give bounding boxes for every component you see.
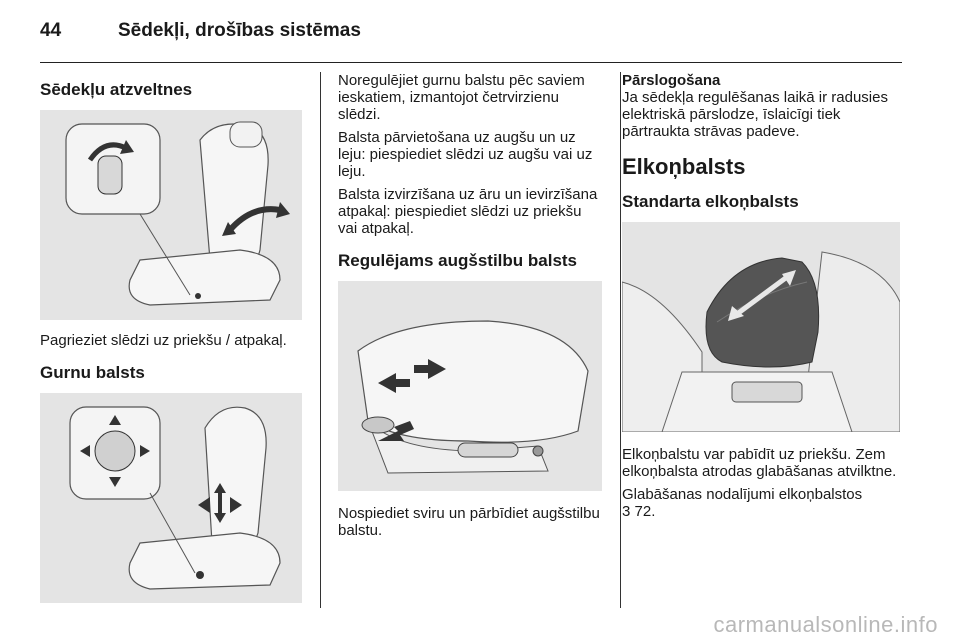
page-reference: 3 72. [622, 503, 656, 520]
column-1 [40, 72, 302, 603]
overload-text: Ja sēdekļa regulēšanas laikā ir radusies elektriskā pārslodze, īslaicīgi tiek pārtraukta strāvas padeve. [622, 89, 888, 140]
subheading-standard-armrest: Standarta elkoņbalsts [622, 192, 799, 211]
section-heading-armrest: Elkoņbalsts [622, 154, 746, 179]
caption-backrest: Pagrieziet slēdzi uz priekšu / atpakaļ. [40, 332, 287, 349]
overload-title: Pārslogošana [622, 72, 721, 89]
section-heading-thigh-support: Regulējams augšstilbu balsts [338, 251, 578, 270]
section-heading-lumbar-support: Gurnu balsts [40, 363, 145, 382]
seat-backrest-illustration [40, 110, 302, 320]
page-header [40, 20, 920, 50]
page-number: 44 [40, 20, 62, 41]
column-divider-1 [320, 72, 321, 608]
paragraph-armrest-slide: Elkoņbalstu var pabīdīt uz priekšu. Zem elkoņbalsta atrodas glabāšanas atvilktne. [622, 446, 897, 480]
header-divider [40, 62, 902, 63]
watermark: carmanualsonline.info [713, 612, 938, 637]
paragraph-lumbar-in-out: Balsta izvirzīšana uz āru un ievirzīšana atpakaļ: piespiediet slēdzi uz priekšu vai atpakaļ. [338, 186, 598, 237]
section-heading-seat-backrests: Sēdekļu atzveltnes [40, 80, 193, 99]
thigh-support-illustration [338, 281, 602, 491]
paragraph-lumbar-up-down: Balsta pārvietošana uz augšu un uz leju: piespiediet slēdzi uz augšu vai uz leju. [338, 129, 593, 180]
caption-thigh-support: Nospiediet sviru un pārbīdiet augšstilbu balstu. [338, 505, 600, 539]
armrest-illustration [622, 222, 900, 432]
column-divider-2 [620, 72, 621, 608]
column-3 [622, 72, 906, 526]
column-2 [338, 72, 602, 545]
page-title: Sēdekļi, drošības sistēmas [118, 20, 361, 41]
paragraph-lumbar-adjust: Noregulējiet gurnu balstu pēc saviem ieskatiem, izmantojot četrvirzienu slēdzi. [338, 72, 585, 123]
lumbar-support-illustration [40, 393, 302, 603]
paragraph-armrest-storage: Glabāšanas nodalījumi elkoņbalstos [622, 486, 863, 503]
